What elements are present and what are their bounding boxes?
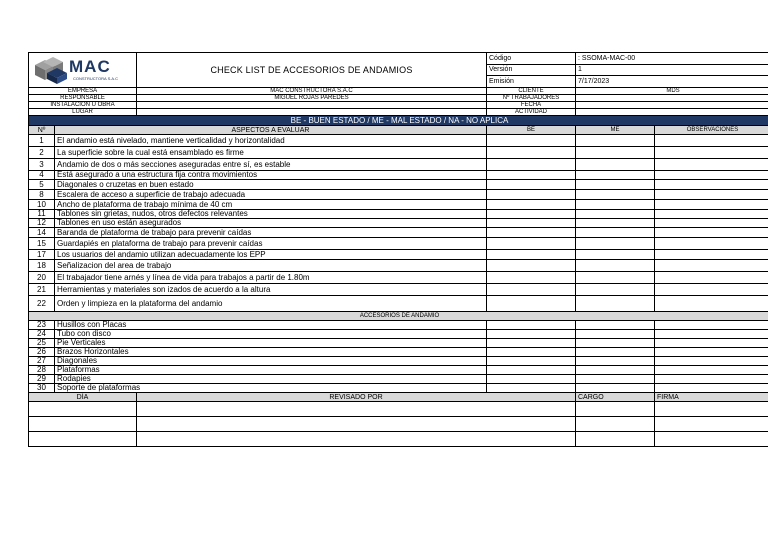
accessory-item-description: Husillos con Placas [55,321,487,330]
checklist-item-be-cell[interactable] [487,284,576,296]
checklist-item-description: Está asegurado a una estructura fija contra movimientos [55,171,487,180]
checklist-item-description: Guardapiés en plataforma de trabajo para prevenir caídas [55,238,487,250]
accessory-item-be-cell[interactable] [487,384,576,393]
checklist-item-obs-cell[interactable] [655,296,768,312]
accessory-item-row [29,321,768,330]
checklist-item-number: 10 [29,200,55,210]
checklist-item-description: Orden y limpieza en la plataforma del andamio [55,296,487,312]
checklist-item-row [29,284,768,296]
checklist-item-description: Tablones sin grietas, nudos, otros defectos relevantes [55,210,487,219]
col-header-be: BE [487,126,576,135]
checklist-item-be-cell[interactable] [487,210,576,219]
checklist-item-description: La superficie sobre la cual está ensamblado es firme [55,147,487,159]
footer-dia-cell[interactable] [29,432,137,447]
checklist-item-description: El trabajador tiene arnés y línea de vida para trabajos a partir de 1.80m [55,272,487,284]
checklist-item-row [29,135,768,147]
meta-value-version: 1 [576,64,768,76]
accessory-item-obs-cell[interactable] [655,366,768,375]
actividad-label: ACTIVIDAD [487,109,576,116]
lugar-label: LUGAR [29,109,137,116]
checklist-item-row [29,171,768,180]
document-title: CHECK LIST DE ACCESORIOS DE ANDAMIOS [137,53,487,88]
responsable-value: MIGUEL ROJAS PAREDES [137,95,487,102]
checklist-item-row [29,180,768,190]
checklist-item-number: 20 [29,272,55,284]
checklist-item-description: Los usuarios del andamio utilizan adecuadamente los EPP [55,250,487,260]
footer-cargo-label: CARGO [576,393,655,402]
checklist-item-be-cell[interactable] [487,200,576,210]
checklist-item-be-cell[interactable] [487,135,576,147]
empresa-value: MAC CONSTRUCTORA S.A.C [137,88,487,95]
cliente-value: MDS [576,88,768,95]
trabajadores-label: Nº TRABAJADORES [487,95,576,102]
checklist-item-be-cell[interactable] [487,250,576,260]
checklist-item-obs-cell[interactable] [655,260,768,272]
accessory-item-obs-cell[interactable] [655,384,768,393]
checklist-item-me-cell[interactable] [576,296,655,312]
checklist-item-me-cell[interactable] [576,180,655,190]
accessory-item-description: Pie Verticales [55,339,487,348]
checklist-item-description: El andamio está nivelado, mantiene verticalidad y horizontalidad [55,135,487,147]
logo-brand-text: MAC [69,57,111,76]
meta-label-emision: Emisión [487,76,576,88]
accessory-item-row [29,375,768,384]
checklist-item-obs-cell[interactable] [655,238,768,250]
checklist-item-row [29,159,768,171]
checklist-item-me-cell[interactable] [576,250,655,260]
fecha-label: FECHA [487,102,576,109]
meta-value-emision: 7/17/2023 [576,76,768,88]
accessory-item-description: Tubo con disco [55,330,487,339]
checklist-item-row [29,260,768,272]
checklist-item-row [29,250,768,260]
checklist-item-description: Herramientas y materiales son izados de acuerdo a la altura [55,284,487,296]
checklist-item-be-cell[interactable] [487,228,576,238]
checklist-item-me-cell[interactable] [576,147,655,159]
checklist-item-row [29,210,768,219]
checklist-item-row [29,272,768,284]
footer-revisado-cell[interactable] [137,432,576,447]
accessory-item-obs-cell[interactable] [655,357,768,366]
checklist-item-be-cell[interactable] [487,159,576,171]
checklist-item-description: Señalizacion del area de trabajo [55,260,487,272]
footer-firma-cell[interactable] [655,402,768,417]
meta-label-version: Versión [487,64,576,76]
accessory-item-me-cell[interactable] [576,330,655,339]
accessories-section-title: ACCESORIOS DE ANDAMIO [29,312,768,321]
checklist-item-number: 15 [29,238,55,250]
accessory-item-description: Rodapies [55,375,487,384]
checklist-item-me-cell[interactable] [576,272,655,284]
footer-dia-cell[interactable] [29,417,137,432]
checklist-item-be-cell[interactable] [487,238,576,250]
checklist-item-me-cell[interactable] [576,210,655,219]
accessory-item-be-cell[interactable] [487,330,576,339]
footer-dia-cell[interactable] [29,402,137,417]
checklist-item-obs-cell[interactable] [655,180,768,190]
checklist-item-number: 14 [29,228,55,238]
checklist-item-number: 22 [29,296,55,312]
footer-revisado-cell[interactable] [137,417,576,432]
accessory-item-obs-cell[interactable] [655,348,768,357]
checklist-item-me-cell[interactable] [576,159,655,171]
checklist-item-description: Ancho de plataforma de trabajo mínima de 40 cm [55,200,487,210]
col-header-aspect: ASPECTOS A EVALUAR [55,126,487,135]
checklist-table [28,52,768,447]
footer-revisado-label: REVISADO POR [137,393,576,402]
lugar-value[interactable] [137,109,487,116]
checklist-item-number: 5 [29,180,55,190]
accessory-item-number: 24 [29,330,55,339]
checklist-item-number: 3 [29,159,55,171]
accessory-item-be-cell[interactable] [487,357,576,366]
meta-value-codigo: : SSOMA-MAC-00 [576,53,768,65]
checklist-item-obs-cell[interactable] [655,272,768,284]
checklist-item-be-cell[interactable] [487,190,576,200]
accessory-item-me-cell[interactable] [576,366,655,375]
footer-firma-cell[interactable] [655,417,768,432]
responsable-label: RESPONSABLE [29,95,137,102]
checklist-item-number: 18 [29,260,55,272]
checklist-item-obs-cell[interactable] [655,171,768,180]
checklist-item-obs-cell[interactable] [655,250,768,260]
accessory-item-row [29,366,768,375]
mac-logo [29,53,133,87]
checklist-item-obs-cell[interactable] [655,159,768,171]
checklist-item-be-cell[interactable] [487,296,576,312]
empresa-label: EMPRESA [29,88,137,95]
instalacion-label: INSTALACION U OBRA [29,102,137,109]
accessory-item-obs-cell[interactable] [655,339,768,348]
checklist-item-obs-cell[interactable] [655,190,768,200]
checklist-item-be-cell[interactable] [487,180,576,190]
accessory-item-be-cell[interactable] [487,321,576,330]
checklist-item-number: 2 [29,147,55,159]
checklist-item-number: 21 [29,284,55,296]
accessory-item-row [29,357,768,366]
checklist-item-obs-cell[interactable] [655,219,768,228]
checklist-item-number: 12 [29,219,55,228]
checklist-item-me-cell[interactable] [576,190,655,200]
footer-dia-label: DÍA [29,393,137,402]
accessory-item-row [29,384,768,393]
accessory-item-obs-cell[interactable] [655,375,768,384]
meta-label-codigo: Código [487,53,576,65]
checklist-item-row [29,296,768,312]
accessory-item-be-cell[interactable] [487,348,576,357]
actividad-value[interactable] [576,109,768,116]
col-header-num: Nº [29,126,55,135]
accessory-item-number: 27 [29,357,55,366]
checklist-item-be-cell[interactable] [487,260,576,272]
accessory-item-obs-cell[interactable] [655,321,768,330]
checklist-item-row [29,147,768,159]
checklist-item-be-cell[interactable] [487,219,576,228]
accessory-item-number: 30 [29,384,55,393]
accessory-item-obs-cell[interactable] [655,330,768,339]
footer-firma-label: FIRMA [655,393,768,402]
checklist-item-me-cell[interactable] [576,228,655,238]
checklist-item-obs-cell[interactable] [655,135,768,147]
trabajadores-value[interactable] [576,95,768,102]
checklist-item-row [29,238,768,250]
accessory-item-number: 23 [29,321,55,330]
checklist-item-number: 4 [29,171,55,180]
accessory-item-row [29,330,768,339]
instalacion-value[interactable] [137,102,487,109]
accessory-item-be-cell[interactable] [487,339,576,348]
accessory-item-be-cell[interactable] [487,366,576,375]
checklist-item-obs-cell[interactable] [655,284,768,296]
cliente-label: CLIENTE [487,88,576,95]
accessory-item-row [29,348,768,357]
checklist-item-obs-cell[interactable] [655,200,768,210]
accessory-item-me-cell[interactable] [576,375,655,384]
accessory-item-number: 26 [29,348,55,357]
checklist-item-me-cell[interactable] [576,171,655,180]
checklist-item-obs-cell[interactable] [655,228,768,238]
accessory-item-me-cell[interactable] [576,339,655,348]
checklist-item-me-cell[interactable] [576,260,655,272]
accessory-item-me-cell[interactable] [576,384,655,393]
checklist-item-description: Escalera de acceso a superficie de trabajo adecuada [55,190,487,200]
footer-cargo-cell[interactable] [576,417,655,432]
fecha-value[interactable] [576,102,768,109]
checklist-item-description: Baranda de plataforma de trabajo para prevenir caídas [55,228,487,238]
checklist-item-row [29,190,768,200]
checklist-item-me-cell[interactable] [576,135,655,147]
checklist-item-description: Andamio de dos o más secciones aseguradas entre sí, es estable [55,159,487,171]
accessory-item-number: 25 [29,339,55,348]
checklist-item-me-cell[interactable] [576,219,655,228]
col-header-obs: OBSERVACIONES [655,126,768,135]
checklist-sheet [28,52,768,447]
checklist-item-me-cell[interactable] [576,200,655,210]
checklist-item-be-cell[interactable] [487,147,576,159]
accessory-item-me-cell[interactable] [576,357,655,366]
accessory-item-me-cell[interactable] [576,348,655,357]
checklist-item-me-cell[interactable] [576,284,655,296]
checklist-item-number: 11 [29,210,55,219]
legend-bar: BE - BUEN ESTADO / ME - MAL ESTADO / NA - NO APLICA [29,116,768,126]
checklist-item-description: Diagonales o cruzetas en buen estado [55,180,487,190]
accessory-item-description: Soporte de plataformas [55,384,487,393]
checklist-item-row [29,219,768,228]
footer-cargo-cell[interactable] [576,402,655,417]
checklist-item-row [29,200,768,210]
checklist-item-row [29,228,768,238]
checklist-item-obs-cell[interactable] [655,210,768,219]
checklist-item-obs-cell[interactable] [655,147,768,159]
col-header-me: ME [576,126,655,135]
footer-firma-cell[interactable] [655,432,768,447]
footer-cargo-cell[interactable] [576,432,655,447]
checklist-item-number: 1 [29,135,55,147]
accessory-item-be-cell[interactable] [487,375,576,384]
logo-subtitle-text: CONSTRUCTORA S.A.C [73,76,119,81]
accessory-item-number: 28 [29,366,55,375]
checklist-item-number: 8 [29,190,55,200]
checklist-item-be-cell[interactable] [487,272,576,284]
accessory-item-me-cell[interactable] [576,321,655,330]
accessory-item-number: 29 [29,375,55,384]
checklist-item-be-cell[interactable] [487,171,576,180]
accessory-item-row [29,339,768,348]
footer-revisado-cell[interactable] [137,402,576,417]
checklist-item-me-cell[interactable] [576,238,655,250]
accessory-item-description: Brazos Horizontales [55,348,487,357]
accessory-item-description: Plataformas [55,366,487,375]
accessory-item-description: Diagonales [55,357,487,366]
checklist-item-number: 17 [29,250,55,260]
logo-cell [29,53,137,88]
checklist-item-description: Tablones en uso están asegurados [55,219,487,228]
